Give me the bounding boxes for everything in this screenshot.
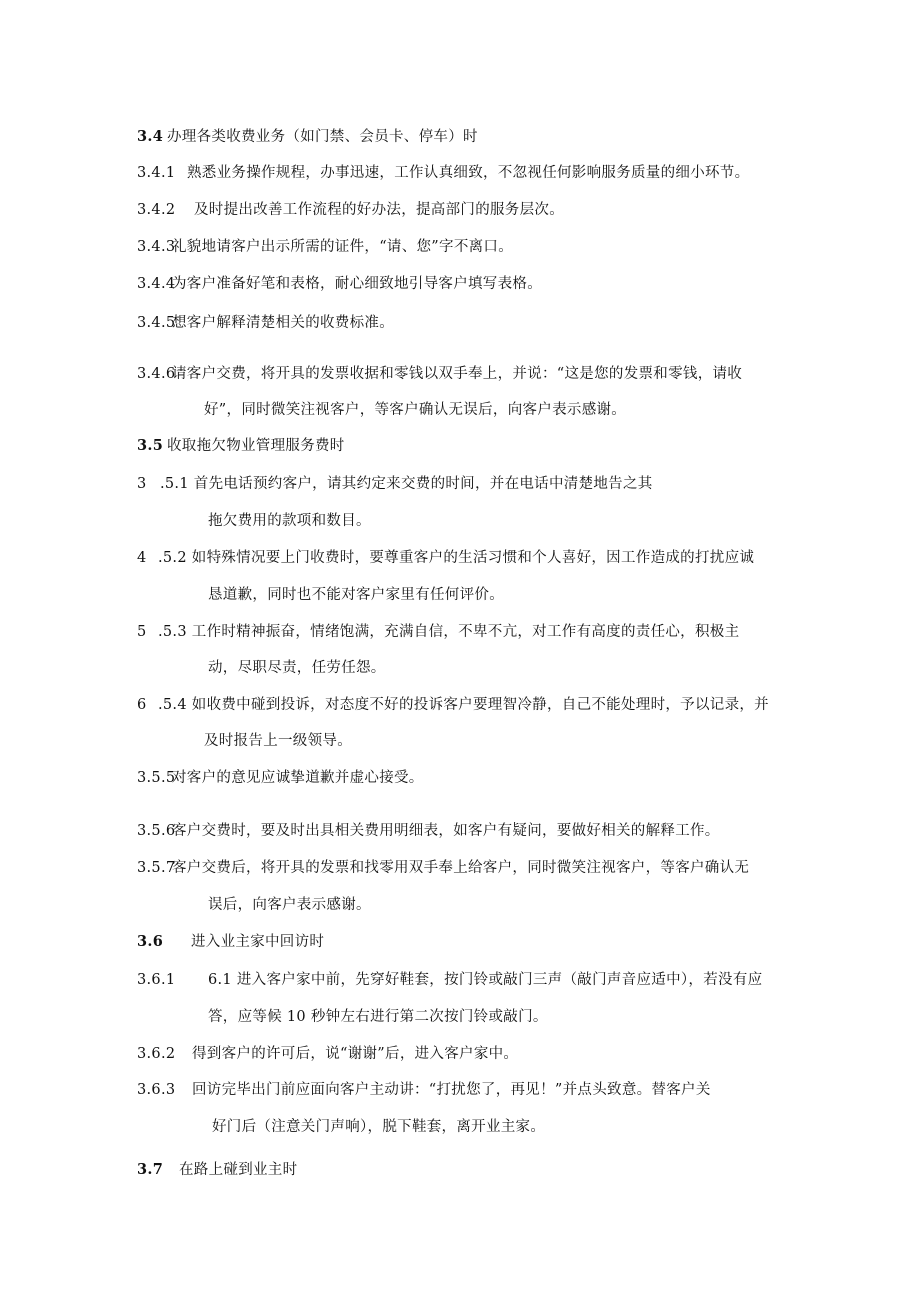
clause-number: 3.6 — [137, 933, 164, 950]
clause-text: 6.1 进入客户家中前，先穿好鞋套，按门铃或敲门三声（敲门声音应适中），若没有应 — [208, 972, 763, 988]
clause-text: .5.3 工作时精神振奋，情绪饱满，充满自信，不卑不亢，对工作有高度的责任心，积极主 — [158, 624, 740, 640]
clause-number: 6 — [137, 697, 147, 713]
clause-3-4-2 — [0, 200, 564, 220]
clause-3-4 — [0, 127, 478, 147]
clause-3-5-3-cont — [0, 658, 386, 678]
clause-text: 及时报告上一级领导。 — [204, 733, 352, 749]
clause-3-5-7-cont — [0, 895, 371, 915]
clause-3-5-6 — [0, 821, 720, 841]
clause-number: 3.7 — [137, 1161, 164, 1178]
clause-text: 想客户解释清楚相关的收费标准。 — [172, 315, 394, 331]
clause-3-6-1-cont — [0, 1007, 548, 1027]
clause-text: .5.4 如收费中碰到投诉，对态度不好的投诉客户要理智冷静，自己不能处理时，予以记录，并 — [158, 697, 769, 713]
clause-number: 3.4.5 — [137, 315, 176, 331]
clause-text: 好门后（注意关门声响），脱下鞋套，离开业主家。 — [212, 1119, 546, 1135]
clause-3-4-1 — [0, 163, 749, 183]
clause-number: 3.6.3 — [137, 1082, 176, 1098]
clause-text: 拖欠费用的款项和数目。 — [208, 513, 371, 529]
clause-number: 3.4.6 — [137, 366, 176, 382]
clause-text: 动，尽职尽责，任劳任怨。 — [208, 660, 386, 676]
clause-text: 客户交费后，将开具的发票和找零用双手奉上给客户，同时微笑注视客户，等客户确认无 — [172, 860, 750, 876]
clause-text: 恳道歉，同时也不能对客户家里有任何评价。 — [208, 587, 504, 603]
clause-3-5 — [0, 436, 345, 456]
clause-text: 收取拖欠物业管理服务费时 — [167, 438, 345, 454]
clause-number: 3.4 — [137, 128, 164, 145]
clause-number: 3 — [137, 476, 147, 492]
clause-text: 请客户交费，将开具的发票收据和零钱以双手奉上，并说：“这是您的发票和零钱，请收 — [172, 366, 743, 382]
clause-3-5-2 — [0, 548, 754, 568]
clause-3-5-5 — [0, 768, 424, 788]
clause-number: 3.4.1 — [137, 165, 176, 181]
clause-3-5-4 — [0, 695, 769, 715]
clause-text: 为客户准备好笔和表格，耐心细致地引导客户填写表格。 — [172, 276, 542, 292]
clause-3-4-5 — [0, 313, 394, 333]
clause-number: 5 — [137, 624, 147, 640]
clause-3-5-4-cont — [0, 731, 352, 751]
clause-text: 熟悉业务操作规程，办事迅速，工作认真细致，不忽视任何影响服务质量的细小环节。 — [187, 165, 750, 181]
clause-3-6-1 — [0, 970, 762, 990]
clause-text: 及时提出改善工作流程的好办法，提高部门的服务层次。 — [194, 202, 564, 218]
clause-3-4-3 — [0, 237, 513, 257]
clause-number: 3.5.7 — [137, 860, 176, 876]
clause-text: 误后，向客户表示感谢。 — [208, 897, 371, 913]
clause-text: 在路上碰到业主时 — [179, 1162, 298, 1178]
clause-3-4-4 — [0, 274, 542, 294]
clause-3-6 — [0, 932, 324, 952]
clause-3-6-3 — [0, 1080, 711, 1100]
clause-number: 3.4.4 — [137, 276, 176, 292]
clause-number: 3.6.2 — [137, 1046, 176, 1062]
clause-number: 3.5.5 — [137, 770, 176, 786]
clause-3-5-1 — [0, 474, 653, 494]
clause-text: 对客户的意见应诚挚道歉并虚心接受。 — [172, 770, 424, 786]
clause-text: .5.1 首先电话预约客户，请其约定来交费的时间，并在电话中清楚地告之其 — [160, 476, 653, 492]
clause-number: 3.4.3 — [137, 239, 176, 255]
clause-text: 礼貌地请客户出示所需的证件，“请、您”字不离口。 — [172, 239, 514, 255]
clause-3-6-2 — [0, 1044, 518, 1064]
clause-text: 客户交费时，要及时出具相关费用明细表，如客户有疑问，要做好相关的解释工作。 — [172, 823, 720, 839]
clause-text: 答，应等候 10 秒钟左右进行第二次按门铃或敲门。 — [208, 1009, 548, 1025]
clause-text: 办理各类收费业务（如门禁、会员卡、停车）时 — [167, 129, 478, 145]
clause-text: 好”，同时微笑注视客户，等客户确认无误后，向客户表示感谢。 — [204, 402, 627, 418]
clause-number: 3.6.1 — [137, 972, 176, 988]
clause-3-5-2-cont — [0, 585, 504, 605]
clause-3-5-1-cont — [0, 511, 371, 531]
clause-text: 进入业主家中回访时 — [191, 934, 325, 950]
clause-number: 4 — [137, 550, 147, 566]
clause-number: 3.5.6 — [137, 823, 176, 839]
clause-3-5-7 — [0, 858, 749, 878]
clause-number: 3.5 — [137, 437, 164, 454]
clause-3-4-6 — [0, 364, 742, 384]
clause-text: 得到客户的许可后，说“谢谢”后，进入客户家中。 — [192, 1046, 519, 1062]
clause-3-6-3-cont — [0, 1117, 545, 1137]
clause-number: 3.4.2 — [137, 202, 176, 218]
clause-text: 回访完毕出门前应面向客户主动讲：“打扰您了，再见！”并点头致意。替客户关 — [192, 1082, 711, 1098]
clause-text: .5.2 如特殊情况要上门收费时，要尊重客户的生活习惯和个人喜好，因工作造成的打扰应诚 — [158, 550, 755, 566]
clause-3-4-6-cont — [0, 400, 626, 420]
clause-3-5-3 — [0, 622, 739, 642]
clause-3-7 — [0, 1160, 297, 1180]
